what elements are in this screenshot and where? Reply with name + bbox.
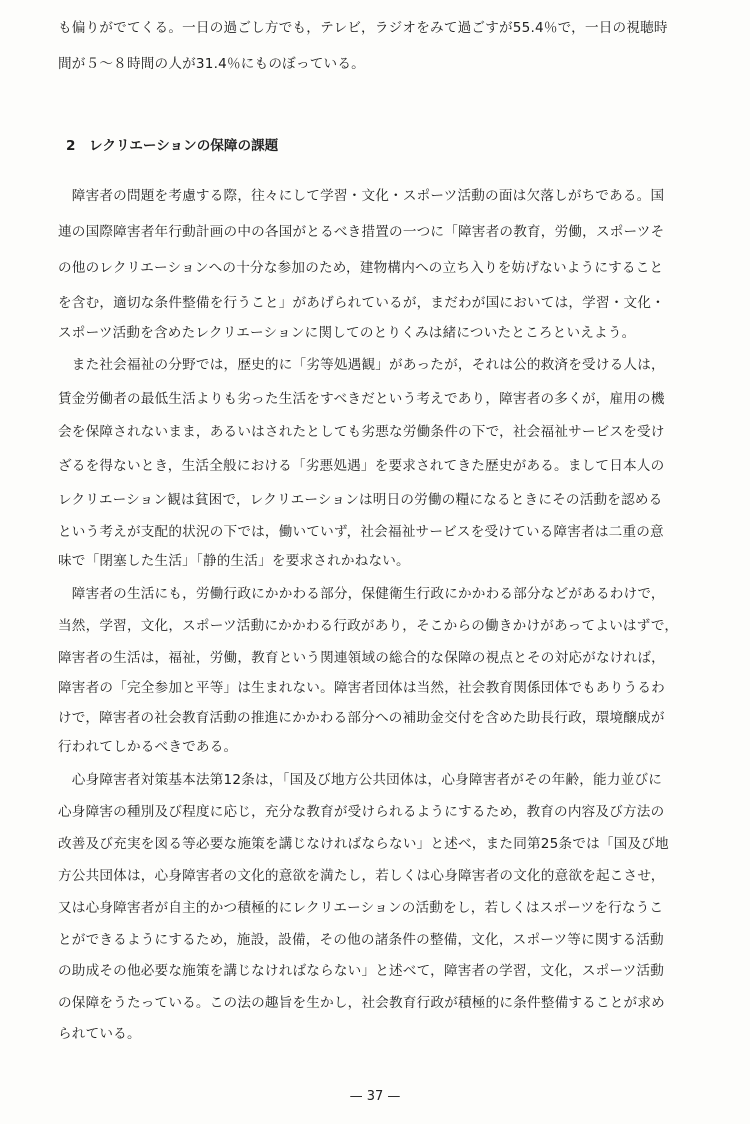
text-line: を含む，適切な条件整備を行うこと」があげられているが，まだわが国においては，学習・文化・ (58, 295, 665, 311)
text-line: 心身障害者対策基本法第12条は，「国及び地方公共団体は，心身障害者がその年齢，能力並びに (58, 772, 663, 788)
text-line: スポーツ活動を含めたレクリエーションに関してのとりくみは緒についたところといえよう。 (58, 325, 636, 341)
text-line: 障害者の生活にも，労働行政にかかわる部分，保健衛生行政にかかわる部分などがあるわけで， (58, 586, 665, 602)
text-line: られている。 (58, 1026, 141, 1042)
text-line: の保障をうたっている。この法の趣旨を生かし，社会教育行政が積極的に条件整備することが求め (58, 995, 665, 1011)
page-number: — 37 — (349, 1089, 401, 1104)
text-line: 会を保障されないまま，あるいはされたとしても劣悪な労働条件の下で，社会福祉サービスを受け (58, 424, 665, 440)
text-line: 賃金労働者の最低生活よりも劣った生活をすべきだという考えであり，障害者の多くが，雇用の機 (58, 391, 665, 407)
text-line: 心身障害の種別及び程度に応じ，充分な教育が受けられるようにするため，教育の内容及び方法の (58, 804, 665, 820)
text-line: 障害者の生活は，福祉，労働，教育という関連領域の総合的な保障の視点とその対応がなければ， (58, 650, 665, 666)
text-line: 改善及び充実を図る等必要な施策を講じなければならない」と述べ，また同第25条では「国及び地 (58, 836, 669, 852)
text-line: とができるようにするため，施設，設備，その他の諸条件の整備，文化，スポーツ等に関する活動 (58, 932, 664, 948)
text-line: 方公共団体は，心身障害者の文化的意欲を満たし，若しくは心身障害者の文化的意欲を起こさせ， (58, 868, 665, 884)
text-line: も偏りがでてくる。一日の過ごし方でも，テレビ，ラジオをみて過ごすが55.4％で，一日の視聴時 (58, 20, 668, 36)
text-line: けで，障害者の社会教育活動の推進にかかわる部分への補助金交付を含めた助長行政，環境醸成が (58, 710, 665, 726)
text-line: の他のレクリエーションへの十分な参加のため，建物構内への立ち入りを妨げないようにすること (58, 260, 664, 276)
text-line: 障害者の「完全参加と平等」は生まれない。障害者団体は当然，社会教育関係団体でもありうるわ (58, 680, 665, 696)
text-line: 間が５～８時間の人が31.4％にものぼっている。 (58, 56, 365, 72)
text-line: また社会福祉の分野では，歴史的に「劣等処遇観」があったが，それは公的救済を受ける人は， (58, 357, 665, 373)
text-line: 連の国際障害者年行動計画の中の各国がとるべき措置の一つに「障害者の教育，労働，スポーツそ (58, 224, 665, 240)
text-line: 味で「閉塞した生活」「静的生活」を要求されかねない。 (58, 553, 410, 569)
text-line: ざるを得ないとき，生活全般における「劣悪処遇」を要求されてきた歴史がある。まして日本人の (58, 458, 665, 474)
text-line: 障害者の問題を考慮する際，往々にして学習・文化・スポーツ活動の面は欠落しがちである。国 (58, 188, 665, 204)
text-line: 又は心身障害者が自主的かつ積極的にレクリエーションの活動をし，若しくはスポーツを行なうこ (58, 900, 664, 916)
text-line: レクリエーション観は貧困で，レクリエーションは明日の労働の糧になるときにその活動を認める (58, 492, 663, 508)
text-line: の助成その他必要な施策を講じなければならない」と述べて，障害者の学習，文化，スポーツ活動 (58, 963, 665, 979)
text-line: 行われてしかるべきである。 (58, 739, 238, 755)
section-heading: 2 レクリエーションの保障の課題 (66, 138, 279, 154)
text-line: という考えが支配的状況の下では，働いていず，社会福祉サービスを受けている障害者は二重の意 (58, 524, 664, 540)
text-line: 当然，学習，文化，スポーツ活動にかかわる行政があり，そこからの働きかけがあってよいはずで， (58, 618, 679, 634)
